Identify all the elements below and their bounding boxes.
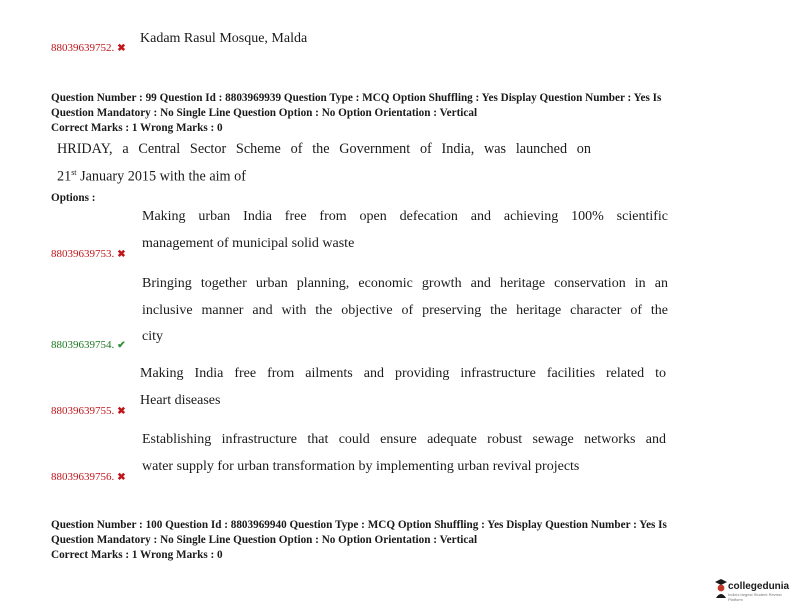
option-id: 88039639752. bbox=[51, 42, 115, 54]
option-row bbox=[51, 244, 126, 262]
option-id: 88039639754. bbox=[51, 339, 115, 351]
option-text-line: city bbox=[142, 329, 163, 344]
option-id: 88039639753. bbox=[51, 248, 115, 260]
question-marks: Correct Marks : 1 Wrong Marks : 0 bbox=[51, 122, 223, 134]
option-text-line: Heart diseases bbox=[140, 393, 221, 408]
question-text-line1: HRIDAY, a Central Sector Scheme of the Government of India, was launched on bbox=[57, 141, 591, 157]
option-id: 88039639756. bbox=[51, 471, 115, 483]
wrong-mark-icon: ✖ bbox=[117, 406, 126, 417]
logo-name: collegedunia bbox=[728, 581, 790, 592]
question-meta-line1: Question Number : 100 Question Id : 8803969940 Question Type : MCQ Option Shuffling : Yes Display Question Number : Yes Is bbox=[51, 519, 667, 531]
option-text-line: Bringing together urban planning, economic growth and heritage conservation in an bbox=[142, 276, 668, 291]
question-marks: Correct Marks : 1 Wrong Marks : 0 bbox=[51, 549, 223, 561]
option-text-line: water supply for urban transformation by implementing urban revival projects bbox=[142, 459, 580, 474]
question-text-rest: January 2015 with the aim of bbox=[76, 168, 246, 185]
question-meta-line1: Question Number : 99 Question Id : 8803969939 Question Type : MCQ Option Shuffling : Yes Display Question Number : Yes Is bbox=[51, 92, 662, 104]
option-row bbox=[51, 401, 126, 419]
option-row bbox=[51, 335, 126, 353]
collegedunia-logo bbox=[714, 576, 790, 602]
wrong-mark-icon: ✖ bbox=[117, 472, 126, 483]
option-row bbox=[51, 467, 126, 485]
question-meta-line2: Question Mandatory : No Single Line Question Option : No Option Orientation : Vertical bbox=[51, 107, 478, 119]
logo-tagline: India's largest Student Review Platform bbox=[728, 592, 782, 602]
option-text: Kadam Rasul Mosque, Malda bbox=[140, 31, 308, 46]
option-text-line: management of municipal solid waste bbox=[142, 236, 355, 251]
correct-check-icon: ✔ bbox=[117, 340, 126, 351]
option-text-line: Establishing infrastructure that could ensure adequate robust sewage networks and bbox=[142, 432, 666, 447]
question-date-suffix: st bbox=[71, 168, 77, 177]
option-text-line: Making India free from ailments and providing infrastructure facilities related to bbox=[140, 366, 666, 381]
wrong-mark-icon: ✖ bbox=[117, 249, 126, 260]
wrong-mark-icon: ✖ bbox=[117, 43, 126, 54]
option-row bbox=[51, 38, 126, 56]
question-meta-line2: Question Mandatory : No Single Line Question Option : No Option Orientation : Vertical bbox=[51, 534, 478, 546]
option-id: 88039639755. bbox=[51, 405, 115, 417]
question-date-day: 21 bbox=[57, 168, 72, 185]
options-label: Options : bbox=[51, 192, 96, 204]
option-text-line: inclusive manner and with the objective of preserving the heritage character of the bbox=[142, 303, 668, 318]
graduate-mascot-icon bbox=[714, 577, 728, 599]
option-text-line: Making urban India free from open defecation and achieving 100% scientific bbox=[142, 209, 668, 224]
question-text-line2 bbox=[57, 168, 246, 186]
